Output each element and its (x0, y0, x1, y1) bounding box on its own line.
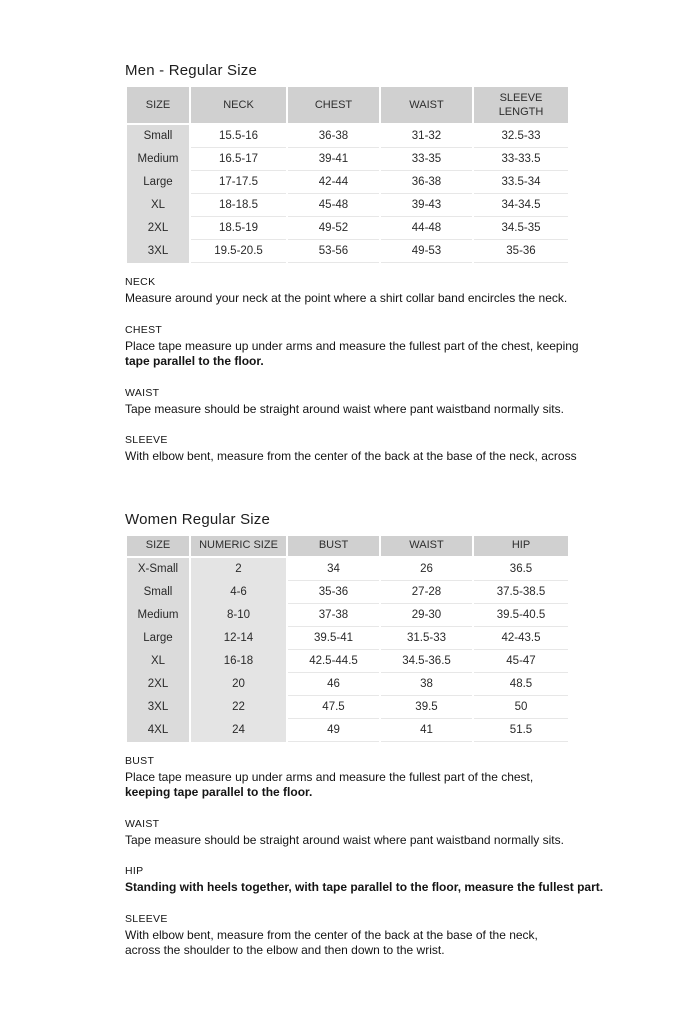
value-cell: 16.5-17 (191, 148, 286, 171)
note-line: tape parallel to the floor. (125, 354, 264, 368)
value-cell: 36-38 (381, 171, 472, 194)
row-label-cell: 20 (191, 673, 286, 696)
row-label-cell: 16-18 (191, 650, 286, 673)
value-cell: 53-56 (288, 240, 379, 263)
column-header: HIP (474, 536, 568, 558)
value-cell: 34 (288, 558, 379, 581)
note-heading: HIP (125, 865, 144, 877)
value-cell: 45-47 (474, 650, 568, 673)
men-measurement-notes (125, 276, 698, 465)
note-line: Tape measure should be straight around waist where pant waistband normally sits. (125, 832, 564, 847)
row-label-cell: 2XL (127, 673, 189, 696)
row-label-cell: 12-14 (191, 627, 286, 650)
value-cell: 31.5-33 (381, 627, 472, 650)
measurement-note (125, 434, 698, 465)
women-section (125, 511, 698, 959)
value-cell: 19.5-20.5 (191, 240, 286, 263)
row-label-cell: Medium (127, 604, 189, 627)
measurement-note (125, 913, 698, 959)
value-cell: 26 (381, 558, 472, 581)
note-line: Measure around your neck at the point where a shirt collar band encircles the neck. (125, 291, 568, 305)
value-cell: 34.5-35 (474, 217, 568, 240)
value-cell: 35-36 (288, 581, 379, 604)
value-cell: 50 (474, 696, 568, 719)
measurement-note (125, 865, 698, 896)
value-cell: 49-53 (381, 240, 472, 263)
note-heading: BUST (125, 754, 155, 767)
value-cell: 33-33.5 (474, 148, 568, 171)
row-label-cell: Small (127, 125, 189, 148)
row-label-cell: Large (127, 171, 189, 194)
note-heading: WAIST (125, 386, 160, 399)
row-label-cell: Medium (127, 148, 189, 171)
value-cell: 39-43 (381, 194, 472, 217)
value-cell: 17-17.5 (191, 171, 286, 194)
value-cell: 38 (381, 673, 472, 696)
row-label-cell: 22 (191, 696, 286, 719)
row-label-cell: X-Small (127, 558, 189, 581)
value-cell: 29-30 (381, 604, 472, 627)
column-header: CHEST (288, 87, 379, 125)
row-label-cell: 3XL (127, 240, 189, 263)
row-label-cell: Large (127, 627, 189, 650)
note-line: With elbow bent, measure from the center of the back at the base of the neck, across (125, 449, 577, 463)
value-cell: 27-28 (381, 581, 472, 604)
value-cell: 31-32 (381, 125, 472, 148)
value-cell: 39.5 (381, 696, 472, 719)
value-cell: 49-52 (288, 217, 379, 240)
column-header: BUST (288, 536, 379, 558)
note-line: Place tape measure up under arms and measure the fullest part of the chest, keeping (125, 338, 579, 353)
women-measurement-notes (125, 755, 698, 959)
value-cell: 36-38 (288, 125, 379, 148)
men-section-title: Men - Regular Size (125, 62, 257, 79)
value-cell: 45-48 (288, 194, 379, 217)
row-label-cell: 4XL (127, 719, 189, 742)
value-cell: 42-44 (288, 171, 379, 194)
men-section (125, 62, 698, 465)
note-line: Tape measure should be straight around waist where pant waistband normally sits. (125, 401, 564, 416)
value-cell: 32.5-33 (474, 125, 568, 148)
value-cell: 51.5 (474, 719, 568, 742)
note-line: Standing with heels together, with tape parallel to the floor, measure the fullest part. (125, 880, 604, 894)
value-cell: 18.5-19 (191, 217, 286, 240)
row-label-cell: XL (127, 650, 189, 673)
men-size-table (127, 87, 568, 263)
row-label-cell: 8-10 (191, 604, 286, 627)
column-header: NUMERIC SIZE (191, 536, 286, 558)
row-label-cell: 4-6 (191, 581, 286, 604)
note-line: keeping tape parallel to the floor. (125, 785, 313, 799)
column-header: WAIST (381, 536, 472, 558)
row-label-cell: 24 (191, 719, 286, 742)
column-header: NECK (191, 87, 286, 125)
note-heading: NECK (125, 276, 156, 288)
measurement-note (125, 276, 698, 307)
women-size-table (127, 536, 568, 742)
measurement-note (125, 755, 698, 801)
measurement-note (125, 324, 698, 370)
row-label-cell: 3XL (127, 696, 189, 719)
note-line: Place tape measure up under arms and measure the fullest part of the chest, (125, 769, 534, 784)
value-cell: 42-43.5 (474, 627, 568, 650)
value-cell: 37-38 (288, 604, 379, 627)
value-cell: 41 (381, 719, 472, 742)
value-cell: 49 (288, 719, 379, 742)
note-heading: WAIST (125, 817, 160, 830)
measurement-note (125, 387, 698, 418)
value-cell: 33.5-34 (474, 171, 568, 194)
value-cell: 44-48 (381, 217, 472, 240)
value-cell: 39.5-41 (288, 627, 379, 650)
value-cell: 37.5-38.5 (474, 581, 568, 604)
note-line: With elbow bent, measure from the center of the back at the base of the neck, (125, 927, 538, 942)
value-cell: 34.5-36.5 (381, 650, 472, 673)
women-section-title: Women Regular Size (125, 510, 271, 528)
value-cell: 33-35 (381, 148, 472, 171)
row-label-cell: 2XL (127, 217, 189, 240)
measurement-note (125, 818, 698, 849)
column-header: SIZE (127, 87, 189, 125)
value-cell: 42.5-44.5 (288, 650, 379, 673)
row-label-cell: XL (127, 194, 189, 217)
note-line: across the shoulder to the elbow and then down to the wrist. (125, 943, 445, 957)
note-heading: CHEST (125, 323, 163, 336)
row-label-cell: 2 (191, 558, 286, 581)
value-cell: 39-41 (288, 148, 379, 171)
value-cell: 47.5 (288, 696, 379, 719)
value-cell: 15.5-16 (191, 125, 286, 148)
value-cell: 35-36 (474, 240, 568, 263)
column-header: SIZE (127, 536, 189, 558)
value-cell: 46 (288, 673, 379, 696)
value-cell: 34-34.5 (474, 194, 568, 217)
value-cell: 39.5-40.5 (474, 604, 568, 627)
row-label-cell: Small (127, 581, 189, 604)
column-header: SLEEVE LENGTH (474, 87, 568, 125)
value-cell: 36.5 (474, 558, 568, 581)
note-heading: SLEEVE (125, 912, 168, 925)
value-cell: 48.5 (474, 673, 568, 696)
column-header: WAIST (381, 87, 472, 125)
value-cell: 18-18.5 (191, 194, 286, 217)
note-heading: SLEEVE (125, 434, 168, 446)
